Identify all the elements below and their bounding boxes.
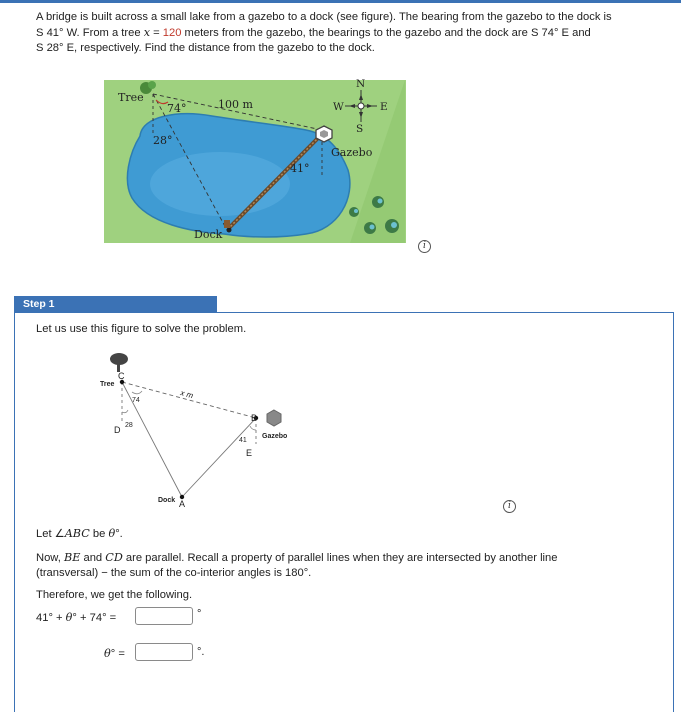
- angle-74-small: 74: [132, 397, 140, 404]
- xm-label: x m: [179, 388, 195, 401]
- tree-label: Tree: [118, 91, 144, 104]
- angle-28-label: 28°: [153, 134, 173, 147]
- step-intro: Let us use this figure to solve the problem.: [36, 323, 247, 335]
- compass-w: W: [333, 101, 344, 113]
- info-icon[interactable]: i: [418, 240, 431, 253]
- lake-figure: [100, 74, 410, 249]
- point-d-label: D: [114, 425, 121, 435]
- angle-arc-74: [132, 391, 142, 394]
- equation-2-label: θ° =: [104, 647, 125, 660]
- gazebo-label: Gazebo: [331, 146, 373, 159]
- angle-41-label: 41°: [290, 162, 310, 175]
- compass-e: E: [380, 101, 388, 113]
- point-e-label: E: [246, 448, 253, 458]
- compass-n: N: [356, 78, 366, 90]
- info-icon-2[interactable]: i: [503, 500, 516, 513]
- problem-line-1: A bridge is built across a small lake from a gazebo to a dock (see figure). The bearing from the gazebo to the dock is: [36, 11, 612, 23]
- line-ca: [122, 382, 182, 497]
- dock-point: [227, 228, 232, 233]
- line-ba: [182, 418, 256, 497]
- problem-statement: [36, 10, 646, 56]
- tree-label-small: Tree: [100, 381, 115, 388]
- gazebo-label-small: Gazebo: [262, 433, 288, 440]
- distance-label: 100 m: [218, 98, 253, 111]
- step-1-tab[interactable]: Step 1: [14, 296, 217, 312]
- point-b-label: B: [251, 413, 258, 423]
- gazebo-icon: [316, 126, 332, 142]
- problem-line-2: S 41° W. From a tree x = 120 meters from the gazebo, the bearings to the gazebo and the dock are S 74° E and: [36, 26, 591, 39]
- line-cb: [122, 382, 256, 418]
- x-value: 120: [162, 27, 182, 39]
- dock-label-small: Dock: [158, 497, 176, 504]
- point-a-label: A: [179, 499, 186, 509]
- angle-arc-41: [250, 426, 256, 430]
- angle-74-label: 74°: [167, 102, 187, 115]
- equation-1-unit: °: [197, 608, 202, 620]
- top-border: [0, 0, 681, 3]
- parallel-explanation: Now, BE and CD are parallel. Recall a property of parallel lines when they are intersected by another line (transversal) − the sum of the co-interior angles is 180°.: [36, 551, 558, 579]
- answer-input-2[interactable]: [135, 643, 193, 661]
- let-statement: Let ∠ABC be θ°.: [36, 527, 123, 540]
- equation-2-unit: °.: [197, 646, 205, 658]
- dock-label: Dock: [194, 228, 223, 241]
- compass-s: S: [356, 123, 364, 135]
- solution-diagram: [96, 350, 306, 510]
- equation-1-label: 41° + θ° + 74° =: [36, 611, 117, 624]
- point-c-label: C: [118, 371, 125, 381]
- gazebo-icon-small: [267, 410, 281, 426]
- angle-arc-28: [122, 410, 128, 413]
- problem-line-3: S 28° E, respectively. Find the distance from the gazebo to the dock.: [36, 42, 375, 54]
- answer-input-1[interactable]: [135, 607, 193, 625]
- angle-41-small: 41: [239, 437, 247, 444]
- angle-28-small: 28: [125, 422, 133, 429]
- therefore-text: Therefore, we get the following.: [36, 589, 193, 601]
- tree-icon-small: [110, 353, 128, 372]
